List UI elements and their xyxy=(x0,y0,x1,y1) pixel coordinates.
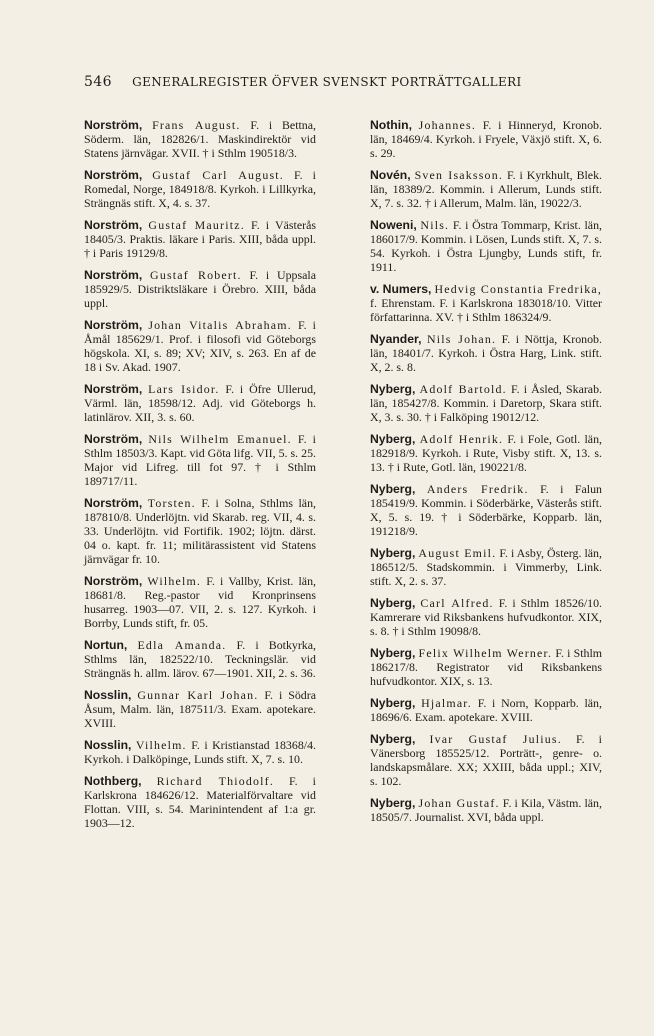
register-entry xyxy=(370,696,602,724)
register-entry xyxy=(370,432,602,474)
page-number: 546 xyxy=(84,74,112,90)
register-entry xyxy=(370,596,602,638)
entry-given-name: Wilhelm. xyxy=(147,574,202,588)
entry-given-name: Torsten. xyxy=(147,496,196,510)
entry-surname: Norström, xyxy=(84,432,143,446)
entry-given-name: Gustaf Mauritz. xyxy=(148,218,245,232)
register-entry xyxy=(370,332,602,374)
entry-text: F. i Romedal, Norge, 184918/8. Kyrkoh. i Lillkyrka, Strängnäs stift. X, 4. s. 37. xyxy=(84,168,316,210)
entry-text: F. i Solna, Sthlms län, 187810/8. Underlöjtn. vid Skarab. reg. VII, 4. s. 33. Underlöjtn. vid Fortifik. 1902; löjtn. därst. 04 o. kapt. fr. 11; militärassistent vid Statens järnvägar fr. 10. xyxy=(84,496,316,566)
register-entry xyxy=(370,382,602,424)
entry-surname: Norström, xyxy=(84,496,143,510)
register-entry xyxy=(84,118,316,160)
entry-surname: Nosslin, xyxy=(84,738,132,752)
entry-text: F. i Åsled, Skarab. län, 185427/8. Kommin. i Daretorp, Skara stift. X, 3. s. 30. † i Falköping 19012/12. xyxy=(370,382,603,424)
entry-text: F. i Östra Tommarp, Krist. län, 186017/9. Kommin. i Lösen, Lunds stift. X, 7. s. 54. Kyrkoh. i Östra Ljungby, Lunds stift, fr. 1911. xyxy=(370,218,602,274)
entry-text: F. i Asby, Österg. län, 186512/5. Stadskommin. i Vimmerby, Link. stift. X, 2. s. 37. xyxy=(370,546,602,588)
entry-given-name: Adolf Henrik. xyxy=(419,432,504,446)
entry-surname: Nosslin, xyxy=(84,688,132,702)
entry-surname: Nortun, xyxy=(84,638,128,652)
register-entry xyxy=(370,482,602,538)
entry-given-name: Anders Fredrik. xyxy=(426,482,529,496)
entry-surname: Nyberg, xyxy=(370,646,416,660)
entry-given-name: Gustaf Robert. xyxy=(150,268,242,282)
entry-given-name: Gunnar Karl Johan. xyxy=(137,688,259,702)
register-entry xyxy=(370,218,602,274)
entry-surname: Nyberg, xyxy=(370,546,416,560)
register-entry xyxy=(370,646,602,688)
entry-given-name: Lars Isidor. xyxy=(148,382,220,396)
register-entry xyxy=(84,382,316,424)
entry-surname: Nothin, xyxy=(370,118,412,132)
entry-text: F. i Fole, Gotl. län, 182918/9. Kyrkoh. i Rute, Visby stift. X, 13. s. 13. † i Rute, Gotl. län, 190221/8. xyxy=(370,432,602,474)
entry-given-name: Johannes. xyxy=(418,118,477,132)
register-entry xyxy=(84,688,316,730)
register-entry xyxy=(370,118,602,160)
entry-surname: Noweni, xyxy=(370,218,417,232)
register-entry xyxy=(370,796,602,824)
entry-surname: Nyberg, xyxy=(370,382,416,396)
entry-text: F. i Sthlm 18503/3. Kapt. vid Göta lifg. VII, 5. s. 25. Major vid Lifreg. till fot 97. † i Sthlm 189717/11. xyxy=(84,432,316,488)
entry-given-name: Gustaf Carl August. xyxy=(152,168,284,182)
entry-given-name: Edla Amanda. xyxy=(137,638,227,652)
entry-given-name: Nils Wilhelm Emanuel. xyxy=(148,432,292,446)
running-title: GENERALREGISTER ÖFVER SVENSKT PORTRÄTTGALLERI xyxy=(132,75,522,89)
register-entry xyxy=(84,432,316,488)
entry-text: F. i Vallby, Krist. län, 18681/8. Reg.-pastor vid Kronprinsens husarreg. 1903—07. VII, 2. s. 127. Kyrkoh. i Borrby, Lunds stift, fr. 05. xyxy=(84,574,316,630)
entry-given-name: Vilhelm. xyxy=(135,738,187,752)
page-header xyxy=(84,74,554,90)
entry-surname: Norström, xyxy=(84,168,143,182)
entry-given-name: Johan Vitalis Abraham. xyxy=(148,318,292,332)
entry-text: F. i Kyrkhult, Blek. län, 18389/2. Kommin. i Allerum, Lunds stift. X, 7. s. 32. † i Allerum, Malm. län, 19022/3. xyxy=(370,168,602,210)
entry-given-name: Frans August. xyxy=(152,118,241,132)
entry-surname: v. Numers, xyxy=(370,282,432,296)
entry-surname: Nyberg, xyxy=(370,596,416,610)
register-entry xyxy=(84,168,316,210)
entry-surname: Nyberg, xyxy=(370,482,416,496)
entry-given-name: Nils Johan. xyxy=(426,332,497,346)
register-entry xyxy=(370,168,602,210)
entry-given-name: Felix Wilhelm Werner. xyxy=(418,646,553,660)
entry-surname: Nyberg, xyxy=(370,732,416,746)
register-entry xyxy=(84,574,316,630)
register-entry xyxy=(84,318,316,374)
register-entry xyxy=(84,268,316,310)
entry-text: F. i Västerås 18405/3. Praktis. läkare i Paris. XIII, båda uppl. † i Paris 19129/8. xyxy=(84,218,316,260)
entry-given-name: Sven Isaksson. xyxy=(414,168,504,182)
register-entry xyxy=(370,282,602,324)
entry-given-name: Hjalmar. xyxy=(421,696,472,710)
entry-text: F. i Vänersborg 185525/12. Porträtt-, genre- o. landskapsmålare. XX; XXIII, båda uppl.; XIV, s. 102. xyxy=(370,732,602,788)
entry-text: F. i Sthlm 18526/10. Kamrerare vid Riksbankens hufvudkontor. XIX, s. 8. † i Sthlm 19098/8. xyxy=(370,596,602,638)
entry-surname: Norström, xyxy=(84,574,143,588)
entry-text: F. i Falun 185419/9. Kommin. i Söderbärke, Västerås stift. X, 5. s. 19. † i Söderbärke, Kopparb. län, 191218/9. xyxy=(370,482,602,538)
entry-given-name: Johan Gustaf. xyxy=(418,796,500,810)
entry-surname: Nyberg, xyxy=(370,796,416,810)
entry-text: F. i Nöttja, Kronob. län, 18401/7. Kyrkoh. i Östra Harg, Link. stift. X, 2. s. 8. xyxy=(370,332,602,374)
entry-given-name: Carl Alfred. xyxy=(420,596,494,610)
entry-surname: Nyander, xyxy=(370,332,422,346)
entry-given-name: Adolf Bartold. xyxy=(419,382,507,396)
entry-text: F. i Södra Åsum, Malm. län, 187511/3. Exam. apotekare. XVIII. xyxy=(84,688,316,730)
entry-surname: Nyberg, xyxy=(370,432,416,446)
entry-text: F. i Bettna, Söderm. län, 182826/1. Maskindirektör vid Statens järnvägar. XVII. † i Sthlm 190518/3. xyxy=(84,118,316,160)
entry-text: F. i Uppsala 185929/5. Distriktsläkare i Örebro. XIII, båda uppl. xyxy=(84,268,316,310)
entry-given-name: Nils. xyxy=(420,218,450,232)
entry-surname: Norström, xyxy=(84,318,143,332)
register-entry xyxy=(84,774,316,830)
register-entry xyxy=(84,218,316,260)
entry-text: f. Ehrenstam. F. i Karlskrona 183018/10. Vitter författarinna. XV. † i Sthlm 186324/9. xyxy=(370,296,602,324)
entry-text: F. i Åmål 185629/1. Prof. i filosofi vid Göteborgs högskola. XI, s. 89; XV; XIV, s. 263. En af de 18 i Sv. Akad. 1907. xyxy=(84,318,316,374)
entry-text: F. i Norn, Kopparb. län, 18696/6. Exam. apotekare. XVIII. xyxy=(370,696,602,724)
entry-text: F. i Sthlm 186217/8. Registrator vid Riksbankens hufvudkontor. XIX, s. 13. xyxy=(370,646,603,688)
entry-text: F. i Kristianstad 18368/4. Kyrkoh. i Dalköpinge, Lunds stift. X, 7. s. 10. xyxy=(84,738,316,766)
entry-text: F. i Hinneryd, Kronob. län, 18469/4. Kyrkoh. i Fryele, Växjö stift. X, 6. s. 29. xyxy=(370,118,602,160)
entry-text: F. i Öfre Ullerud, Värml. län, 18598/12. Adj. vid Göteborgs h. latinlärov. XII, 3. s. 60. xyxy=(84,382,316,424)
entry-given-name: Ivar Gustaf Julius. xyxy=(429,732,562,746)
register-entry xyxy=(84,496,316,566)
register-entry xyxy=(84,638,316,680)
entry-surname: Nyberg, xyxy=(370,696,416,710)
register-entry xyxy=(84,738,316,766)
entry-given-name: August Emil. xyxy=(418,546,497,560)
register-entry xyxy=(370,546,602,588)
entry-surname: Norström, xyxy=(84,382,143,396)
entry-text: F. i Karlskrona 184626/12. Materialförvaltare vid Flottan. VIII, s. 54. Marinintendent af 1:a gr. 1903—12. xyxy=(84,774,316,830)
entry-text: F. i Botkyrka, Sthlms län, 182522/10. Teckningslär. vid Strängnäs h. allm. lärov. 67—1901. XII, 2. s. 36. xyxy=(84,638,316,680)
entry-given-name: Richard Thiodolf. xyxy=(156,774,274,788)
entry-given-name: Hedvig Constantia Fredrika, xyxy=(434,282,602,296)
entry-surname: Novén, xyxy=(370,168,411,182)
entry-surname: Nothberg, xyxy=(84,774,142,788)
register-entry xyxy=(370,732,602,788)
entry-surname: Norström, xyxy=(84,118,143,132)
entry-text: F. i Kila, Västm. län, 18505/7. Journalist. XVI, båda uppl. xyxy=(370,796,602,824)
right-column xyxy=(370,118,602,832)
left-column xyxy=(84,118,316,838)
entry-surname: Norström, xyxy=(84,268,143,282)
entry-surname: Norström, xyxy=(84,218,143,232)
